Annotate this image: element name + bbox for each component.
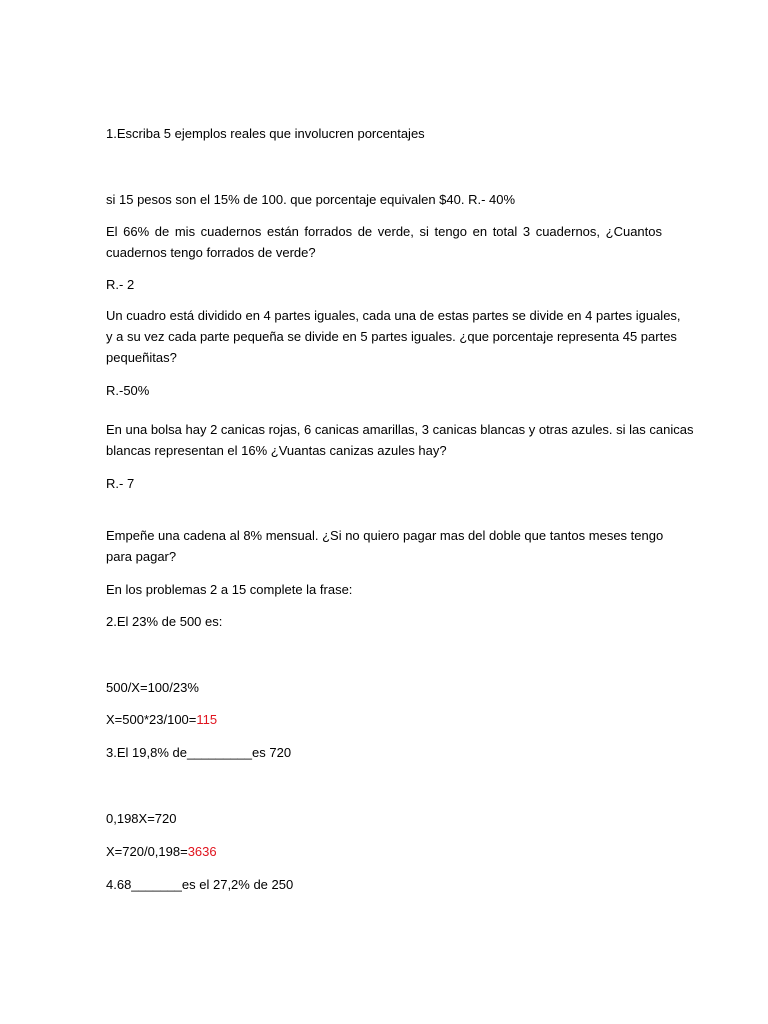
problem-3-step-2 — [106, 841, 662, 862]
example-3-line-2: y a su vez cada parte pequeña se divide en 5 partes iguales. ¿que porcentaje representa 45 partes — [106, 329, 677, 344]
example-5-line-2: para pagar? — [106, 549, 177, 564]
problem-3-step-2-text: X=720/0,198= — [106, 844, 188, 859]
problem-2-step-2-text: X=500*23/100= — [106, 712, 197, 727]
example-3-line-1: Un cuadro está dividido en 4 partes iguales, cada una de estas partes se divide en 4 partes iguales, — [106, 308, 681, 323]
problem-2-step-1: 500/X=100/23% — [106, 680, 199, 695]
example-4-line-1: En una bolsa hay 2 canicas rojas, 6 canicas amarillas, 3 canicas blancas y otras azules. si las canicas — [106, 422, 694, 437]
heading: 1.Escriba 5 ejemplos reales que involucren porcentajes — [106, 126, 425, 141]
problem-4-question: 4.68_______es el 27,2% de 250 — [106, 877, 294, 892]
answer-2: R.- 2 — [106, 277, 135, 292]
example-5-line-1: Empeñe una cadena al 8% mensual. ¿Si no quiero pagar mas del doble que tantos meses tengo — [106, 528, 664, 543]
answer-4: R.- 7 — [106, 476, 135, 491]
example-3-line-3: pequeñitas? — [106, 350, 177, 365]
problem-3-step-1: 0,198X=720 — [106, 811, 177, 826]
example-4 — [106, 419, 694, 461]
problem-2-result: 115 — [196, 712, 218, 727]
example-2-line-1: El 66% de mis cuadernos están forrados de verde, si tengo en total 3 cuadernos, ¿Cuantos — [106, 224, 662, 239]
answer-3: R.-50% — [106, 383, 150, 398]
example-3 — [106, 305, 681, 368]
problem-3-question: 3.El 19,8% de_________es 720 — [106, 745, 292, 760]
problem-2-question: 2.El 23% de 500 es: — [106, 614, 223, 629]
example-2-line-2: cuadernos tengo forrados de verde? — [106, 245, 316, 260]
instruction: En los problemas 2 a 15 complete la frase: — [106, 582, 353, 597]
problem-3-result: 3636 — [187, 844, 217, 859]
example-2 — [106, 221, 662, 263]
example-5 — [106, 525, 662, 567]
example-1: si 15 pesos son el 15% de 100. que porcentaje equivalen $40. R.- 40% — [106, 192, 516, 207]
problem-2-step-2 — [106, 709, 662, 730]
example-4-line-2: blancas representan el 16% ¿Vuantas canizas azules hay? — [106, 443, 447, 458]
